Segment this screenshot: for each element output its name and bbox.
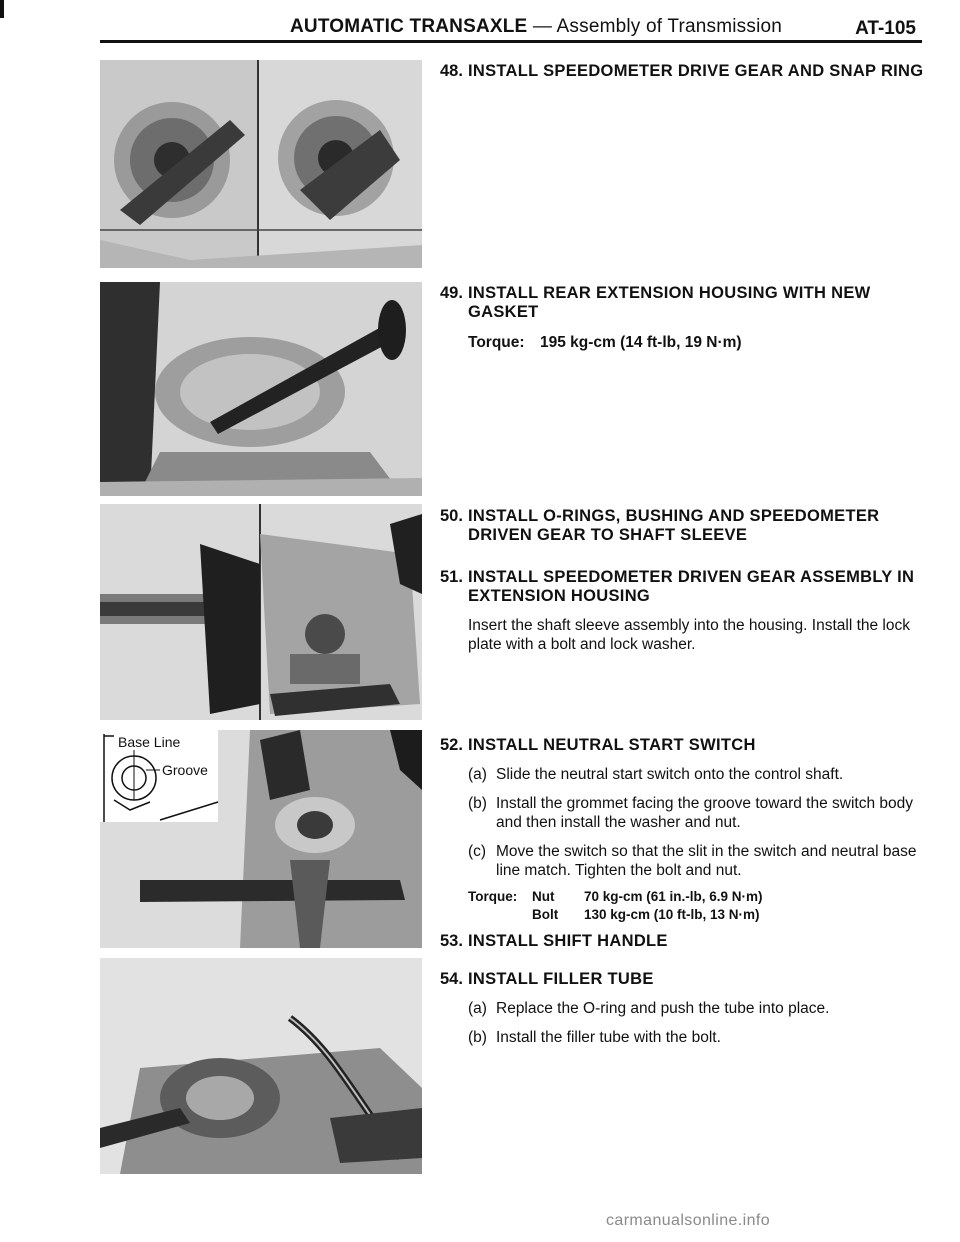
torque-table xyxy=(468,888,926,924)
header-separator: — xyxy=(527,16,557,37)
substep-letter: (a) xyxy=(468,766,487,783)
step-51 xyxy=(440,568,926,654)
step-heading: INSTALL REAR EXTENSION HOUSING WITH NEW GASKET xyxy=(468,284,871,321)
header-title xyxy=(290,16,782,38)
step-number: 48. xyxy=(440,62,463,80)
photo-neutral-start-switch xyxy=(100,730,422,948)
torque-row-bolt xyxy=(468,906,926,924)
base-line-label: Base Line xyxy=(118,734,181,750)
step-heading: INSTALL NEUTRAL START SWITCH xyxy=(468,736,756,754)
step-52 xyxy=(440,736,926,924)
step-number: 52. xyxy=(440,736,463,754)
substep-text: Slide the neutral start switch onto the control shaft. xyxy=(496,766,844,783)
step-body: Insert the shaft sleeve assembly into the housing. Install the lock plate with a bolt and lock washer. xyxy=(468,617,910,653)
step-heading: INSTALL O-RINGS, BUSHING AND SPEEDOMETER DRIVEN GEAR TO SHAFT SLEEVE xyxy=(468,507,880,544)
page-number: AT-105 xyxy=(855,18,916,39)
step-50 xyxy=(440,507,926,545)
step-53 xyxy=(440,932,926,951)
substep-letter: (c) xyxy=(468,843,487,860)
step-number: 53. xyxy=(440,932,463,950)
substep-c xyxy=(468,842,926,880)
step-heading: INSTALL SPEEDOMETER DRIVE GEAR AND SNAP RING xyxy=(468,62,924,80)
step-heading: INSTALL SHIFT HANDLE xyxy=(468,932,668,950)
photo-speedometer-drive-gear xyxy=(100,60,422,268)
header-rule xyxy=(100,40,922,43)
photo-extension-housing xyxy=(100,282,422,496)
step-54 xyxy=(440,970,926,1047)
header-subsection: Assembly of Transmission xyxy=(556,16,783,37)
watermark: carmanualsonline.info xyxy=(606,1212,771,1229)
substep-letter: (a) xyxy=(468,1000,487,1017)
torque-value: 130 kg-cm (10 ft-lb, 13 N·m) xyxy=(584,907,760,922)
substep-letter: (b) xyxy=(468,1029,487,1046)
torque-value: 70 kg-cm (61 in.-lb, 6.9 N·m) xyxy=(584,889,763,904)
torque-row-nut xyxy=(468,888,926,906)
substep-a xyxy=(468,999,926,1018)
corner-mark xyxy=(0,0,4,18)
torque-spec xyxy=(468,334,926,352)
torque-value: 195 kg-cm (14 ft-lb, 19 N·m) xyxy=(540,334,742,351)
step-number: 54. xyxy=(440,970,463,988)
header-section: AUTOMATIC TRANSAXLE xyxy=(290,16,528,37)
step-heading: INSTALL SPEEDOMETER DRIVEN GEAR ASSEMBLY IN EXTENSION HOUSING xyxy=(468,568,915,605)
substep-b xyxy=(468,1028,926,1047)
torque-part: Bolt xyxy=(532,907,559,922)
substep-b xyxy=(468,794,926,832)
substep-a xyxy=(468,765,926,784)
step-heading: INSTALL FILLER TUBE xyxy=(468,970,654,988)
substep-text: Install the grommet facing the groove toward the switch body and then install the washer and nut. xyxy=(496,795,913,831)
step-number: 51. xyxy=(440,568,463,586)
photo-speedometer-driven-gear xyxy=(100,504,422,720)
step-number: 50. xyxy=(440,507,463,525)
page-header xyxy=(100,14,922,40)
step-49 xyxy=(440,284,926,352)
step-48 xyxy=(440,62,926,81)
substep-text: Replace the O-ring and push the tube into place. xyxy=(496,1000,830,1017)
substep-letter: (b) xyxy=(468,795,487,812)
torque-label: Torque: xyxy=(468,334,525,351)
torque-label: Torque: xyxy=(468,889,518,904)
step-number: 49. xyxy=(440,284,463,302)
torque-part: Nut xyxy=(532,889,555,904)
photo-filler-tube xyxy=(100,958,422,1174)
substep-text: Move the switch so that the slit in the switch and neutral base line match. Tighten the bolt and nut. xyxy=(496,843,917,879)
groove-label: Groove xyxy=(162,762,208,778)
substep-text: Install the filler tube with the bolt. xyxy=(496,1029,721,1046)
